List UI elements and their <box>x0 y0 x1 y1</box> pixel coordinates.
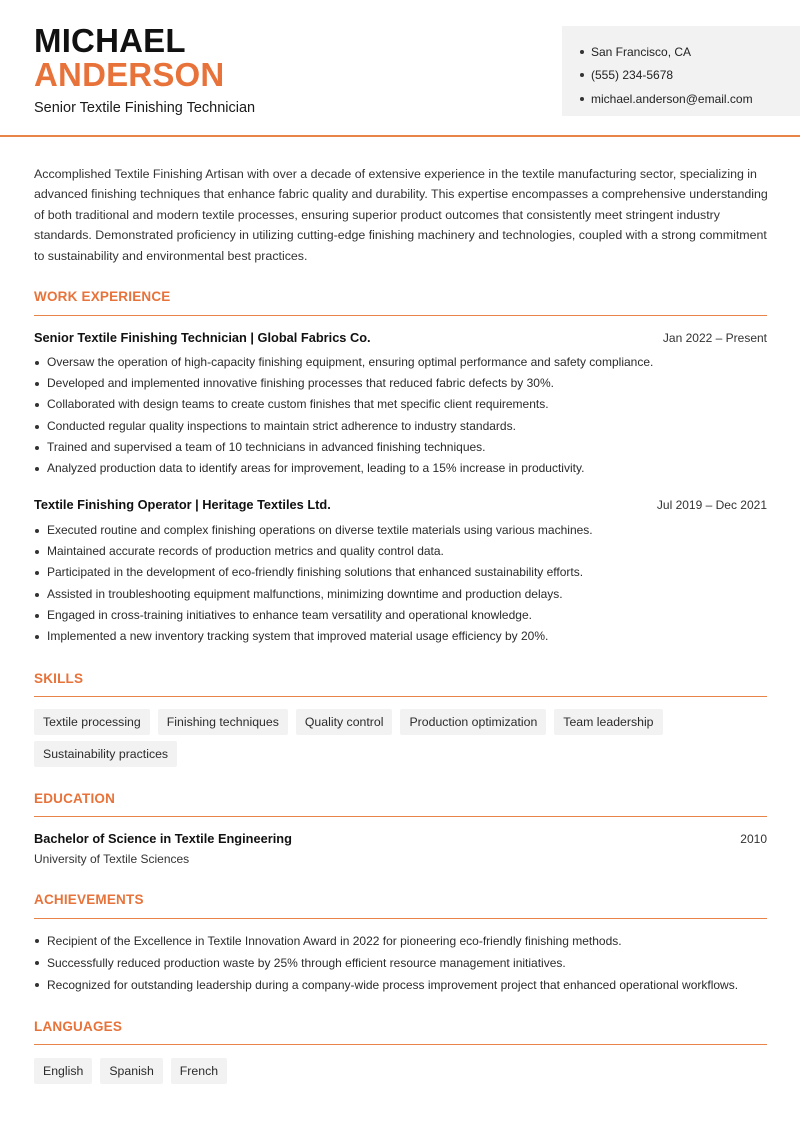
skills-list <box>34 709 767 767</box>
section-divider <box>34 918 767 919</box>
bullet-icon <box>580 97 584 101</box>
candidate-name <box>34 24 224 91</box>
contact-box <box>562 26 800 116</box>
achievements-list <box>34 930 767 996</box>
list-item: Executed routine and complex finishing operations on diverse textile materials using various machines. <box>34 520 767 541</box>
list-item: Assisted in troubleshooting equipment malfunctions, minimizing downtime and production delays. <box>34 584 767 605</box>
professional-summary: Accomplished Textile Finishing Artisan with over a decade of extensive experience in the textile manufacturing sector, specializing in advanced finishing techniques that enhance fabric quality and durability. This expertise encompasses a comprehensive understanding of both traditional and modern textile processes, ensuring superior product outcomes that consistently meet stringent industry standards. Demonstrated proficiency in utilizing cutting-edge finishing machinery and technologies, coupled with a strong commitment to sustainability and environmental best practices. <box>34 167 768 263</box>
skill-chip: Finishing techniques <box>158 709 288 735</box>
job-dates: Jul 2019 – Dec 2021 <box>656 498 767 512</box>
language-chip: French <box>171 1058 227 1084</box>
contact-phone-text: (555) 234-5678 <box>591 68 674 83</box>
first-name: MICHAEL <box>34 22 186 59</box>
list-item: Oversaw the operation of high-capacity finishing equipment, ensuring optimal performance and safety compliance. <box>34 352 767 373</box>
list-item: Trained and supervised a team of 10 technicians in advanced finishing techniques. <box>34 437 767 458</box>
languages-list <box>34 1058 767 1084</box>
education-school: University of Textile Sciences <box>34 852 190 866</box>
contact-location-text: San Francisco, CA <box>591 44 692 59</box>
bullet-icon <box>580 73 584 77</box>
job-header <box>34 497 767 512</box>
list-item: Participated in the development of eco-friendly finishing solutions that enhanced sustainability efforts. <box>34 562 767 583</box>
section-title-work-experience: WORK EXPERIENCE <box>34 289 171 304</box>
section-title-education: EDUCATION <box>34 791 116 806</box>
language-chip: English <box>34 1058 92 1084</box>
job-bullets <box>34 352 767 479</box>
contact-email-text[interactable]: michael.anderson@email.com <box>591 91 753 106</box>
section-title-achievements: ACHIEVEMENTS <box>34 892 144 907</box>
job-dates: Jan 2022 – Present <box>662 331 767 345</box>
education-degree: Bachelor of Science in Textile Engineering <box>34 831 292 846</box>
list-item: Recipient of the Excellence in Textile Innovation Award in 2022 for pioneering eco-friendly finishing methods. <box>34 930 767 952</box>
resume-header <box>0 0 800 137</box>
skill-chip: Team leadership <box>554 709 662 735</box>
list-item: Maintained accurate records of production metrics and quality control data. <box>34 541 767 562</box>
list-item: Successfully reduced production waste by 25% through efficient resource management initiatives. <box>34 952 767 974</box>
section-title-languages: LANGUAGES <box>34 1019 123 1034</box>
list-item: Collaborated with design teams to create custom finishes that met specific client requirements. <box>34 394 767 415</box>
list-item: Analyzed production data to identify areas for improvement, leading to a 15% increase in productivity. <box>34 458 767 479</box>
section-title-skills: SKILLS <box>34 671 84 686</box>
education-year: 2010 <box>740 832 767 846</box>
section-divider <box>34 315 767 316</box>
list-item: Conducted regular quality inspections to maintain strict adherence to industry standards. <box>34 416 767 437</box>
skill-chip: Production optimization <box>400 709 546 735</box>
job-title: Senior Textile Finishing Technician <box>34 100 256 116</box>
contact-location <box>580 40 800 64</box>
contact-phone <box>580 64 800 88</box>
list-item: Recognized for outstanding leadership during a company-wide process improvement project that enhanced operational workflows. <box>34 974 767 996</box>
list-item: Engaged in cross-training initiatives to enhance team versatility and operational knowledge. <box>34 605 767 626</box>
skill-chip: Sustainability practices <box>34 741 177 767</box>
job-bullets <box>34 520 767 647</box>
section-divider <box>34 1044 767 1045</box>
bullet-icon <box>580 50 584 54</box>
job-role: Textile Finishing Operator | Heritage Textiles Ltd. <box>34 497 331 512</box>
skill-chip: Quality control <box>296 709 393 735</box>
list-item: Developed and implemented innovative finishing processes that reduced fabric defects by 30%. <box>34 373 767 394</box>
contact-email[interactable] <box>580 87 800 111</box>
language-chip: Spanish <box>100 1058 162 1084</box>
skill-chip: Textile processing <box>34 709 150 735</box>
section-divider <box>34 816 767 817</box>
job-header <box>34 330 767 345</box>
list-item: Implemented a new inventory tracking system that improved material usage efficiency by 20%. <box>34 626 767 647</box>
section-divider <box>34 696 767 697</box>
job-role: Senior Textile Finishing Technician | Global Fabrics Co. <box>34 330 371 345</box>
last-name: ANDERSON <box>34 56 225 93</box>
